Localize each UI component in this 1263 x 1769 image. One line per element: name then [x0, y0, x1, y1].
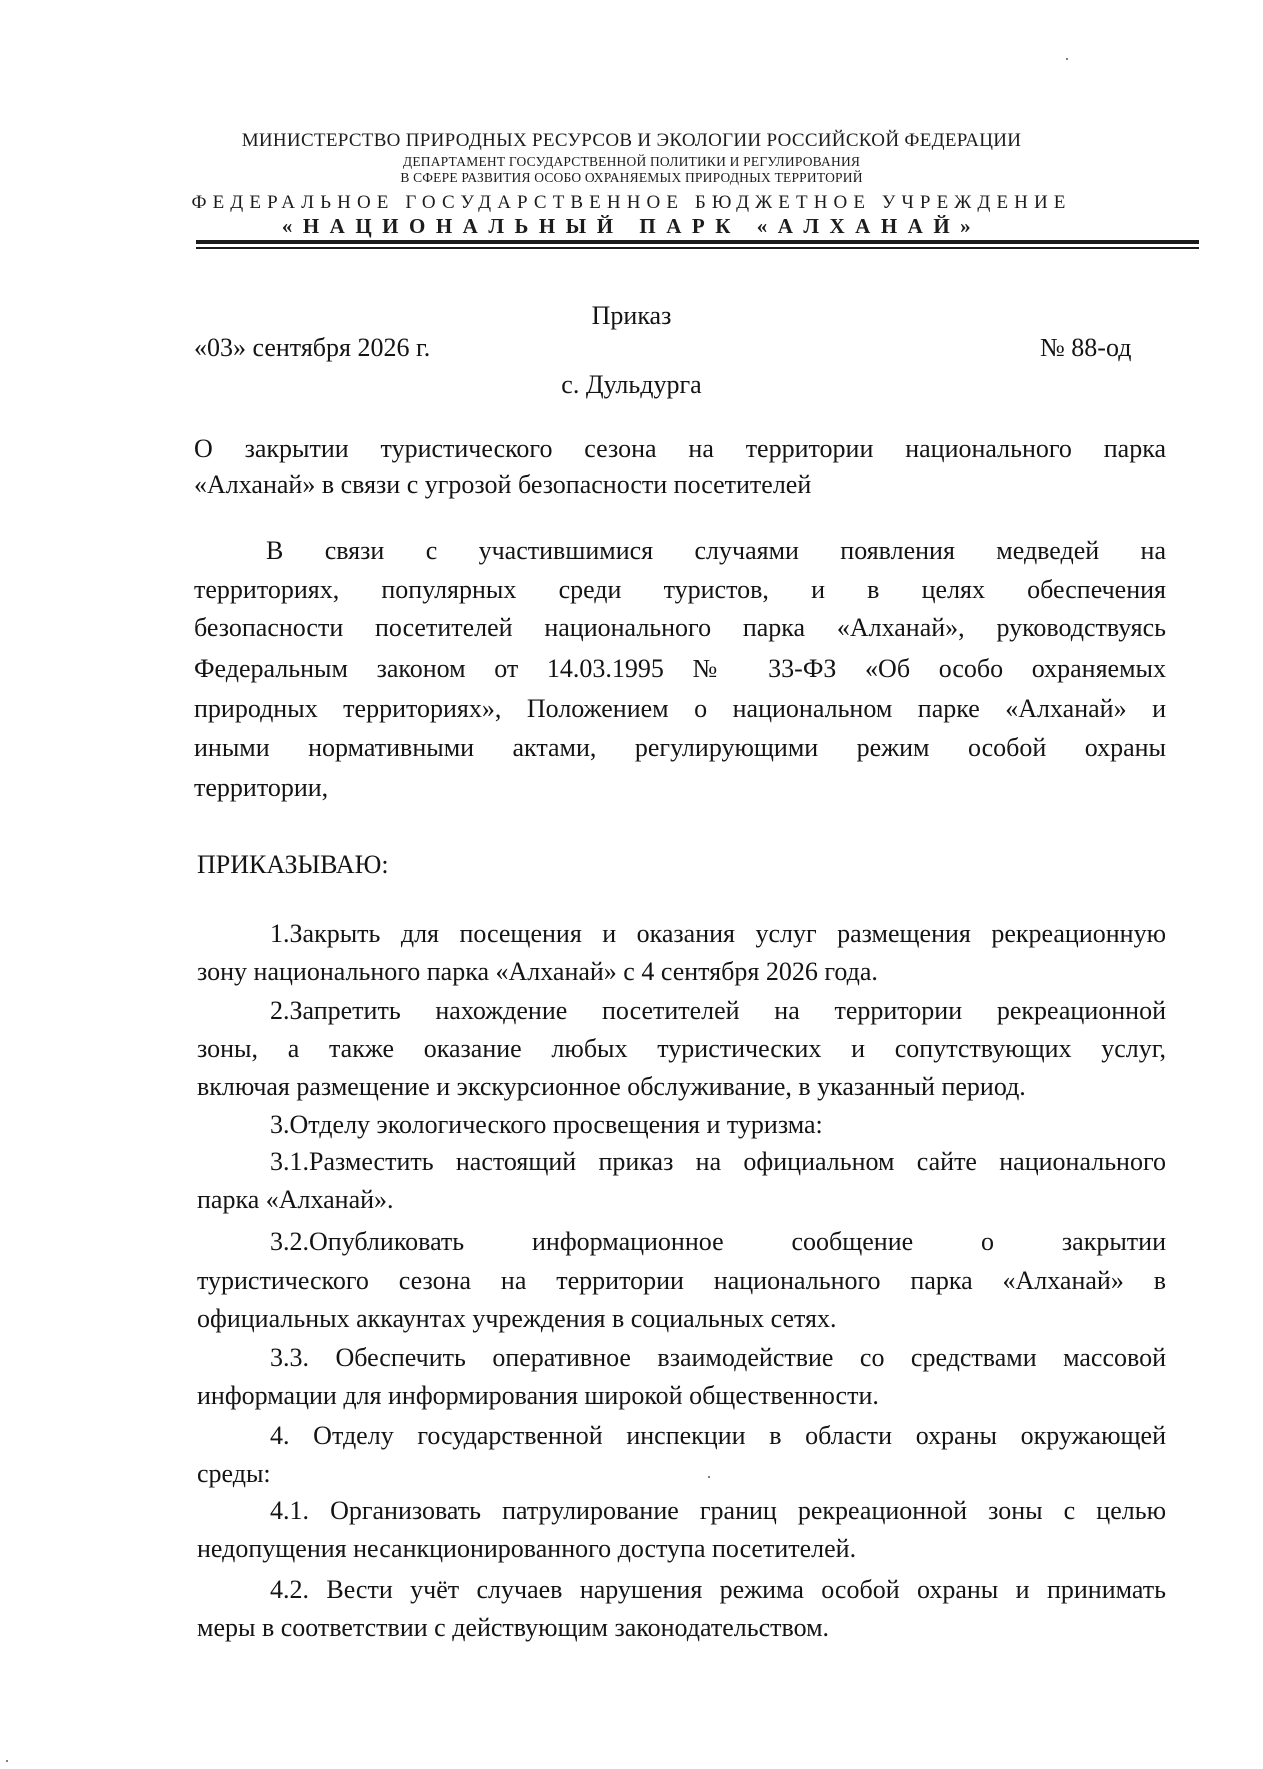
item-line: недопущения несанкционированного доступа посетителей.	[197, 1534, 857, 1563]
item-line: среды:	[197, 1459, 271, 1488]
letterhead-divider-thick	[196, 240, 1199, 244]
item-line: туристического сезона на территории национального парка «Алханай» в	[197, 1266, 1166, 1295]
item-line: 1.Закрыть для посещения и оказания услуг размещения рекреационную	[270, 919, 1166, 948]
order-title: Приказ	[591, 301, 672, 330]
directive-heading: ПРИКАЗЫВАЮ:	[197, 850, 389, 879]
item-line: 4.1. Организовать патрулирование границ рекреационной зоны с целью	[270, 1496, 1166, 1525]
scan-speck	[1066, 58, 1068, 60]
letterhead-divider-thin	[196, 247, 1199, 249]
preamble-line: территориях, популярных среди туристов, и в целях обеспечения	[194, 575, 1166, 604]
item-line: информации для информирования широкой общественности.	[197, 1381, 879, 1410]
subject-line: О закрытии туристического сезона на территории национального парка	[194, 434, 1166, 463]
order-number: № 88-од	[1040, 333, 1132, 362]
preamble-line: иными нормативными актами, регулирующими режим особой охраны	[194, 733, 1166, 762]
item-line: парка «Алханай».	[197, 1185, 394, 1214]
preamble-line: В связи с участившимися случаями появления медведей на	[266, 536, 1166, 565]
item-line: 4.2. Вести учёт случаев нарушения режима особой охраны и принимать	[270, 1575, 1166, 1604]
item-line: 3.Отделу экологического просвещения и туризма:	[270, 1110, 823, 1139]
preamble-line: природных территориях», Положением о национальном парке «Алханай» и	[194, 694, 1166, 723]
item-line: зону национального парка «Алханай» с 4 сентября 2026 года.	[197, 957, 878, 986]
order-date: «03» сентября 2026 г.	[194, 333, 431, 362]
letterhead-institution: ФЕДЕРАЛЬНОЕ ГОСУДАРСТВЕННОЕ БЮДЖЕТНОЕ УЧРЕЖДЕНИЕ	[191, 192, 1072, 213]
letterhead-park-name: «НАЦИОНАЛЬНЫЙ ПАРК «АЛХАНАЙ»	[281, 214, 982, 238]
item-line: меры в соответствии с действующим законодательством.	[197, 1613, 830, 1642]
letterhead-ministry: МИНИСТЕРСТВО ПРИРОДНЫХ РЕСУРСОВ И ЭКОЛОГИИ РОССИЙСКОЙ ФЕДЕРАЦИИ	[241, 130, 1022, 151]
item-line: 2.Запретить нахождение посетителей на территории рекреационной	[270, 996, 1166, 1025]
preamble-line: Федеральным законом от 14.03.1995 № 33-ФЗ «Об особо охраняемых	[194, 654, 1166, 683]
item-line: включая размещение и экскурсионное обслуживание, в указанный период.	[197, 1072, 1026, 1101]
item-line: 3.2.Опубликовать информационное сообщение о закрытии	[270, 1227, 1166, 1256]
letterhead-department-line-1: ДЕПАРТАМЕНТ ГОСУДАРСТВЕННОЙ ПОЛИТИКИ И РЕГУЛИРОВАНИЯ	[402, 154, 861, 169]
scan-speck	[6, 1760, 8, 1762]
letterhead-department-line-2: В СФЕРЕ РАЗВИТИЯ ОСОБО ОХРАНЯЕМЫХ ПРИРОДНЫХ ТЕРРИТОРИЙ	[400, 170, 863, 185]
item-line: 4. Отделу государственной инспекции в области охраны окружающей	[270, 1421, 1166, 1450]
order-place: с. Дульдурга	[561, 370, 702, 399]
preamble-line: безопасности посетителей национального парка «Алханай», руководствуясь	[194, 613, 1166, 642]
item-line: 3.3. Обеспечить оперативное взаимодействие со средствами массовой	[270, 1343, 1166, 1372]
item-line: зоны, а также оказание любых туристических и сопутствующих услуг,	[197, 1034, 1166, 1063]
item-line: официальных аккаунтах учреждения в социальных сетях.	[197, 1304, 837, 1333]
preamble-line: территории,	[194, 773, 329, 802]
item-line: 3.1.Разместить настоящий приказ на официальном сайте национального	[270, 1147, 1166, 1176]
subject-line: «Алханай» в связи с угрозой безопасности посетителей	[194, 470, 812, 499]
